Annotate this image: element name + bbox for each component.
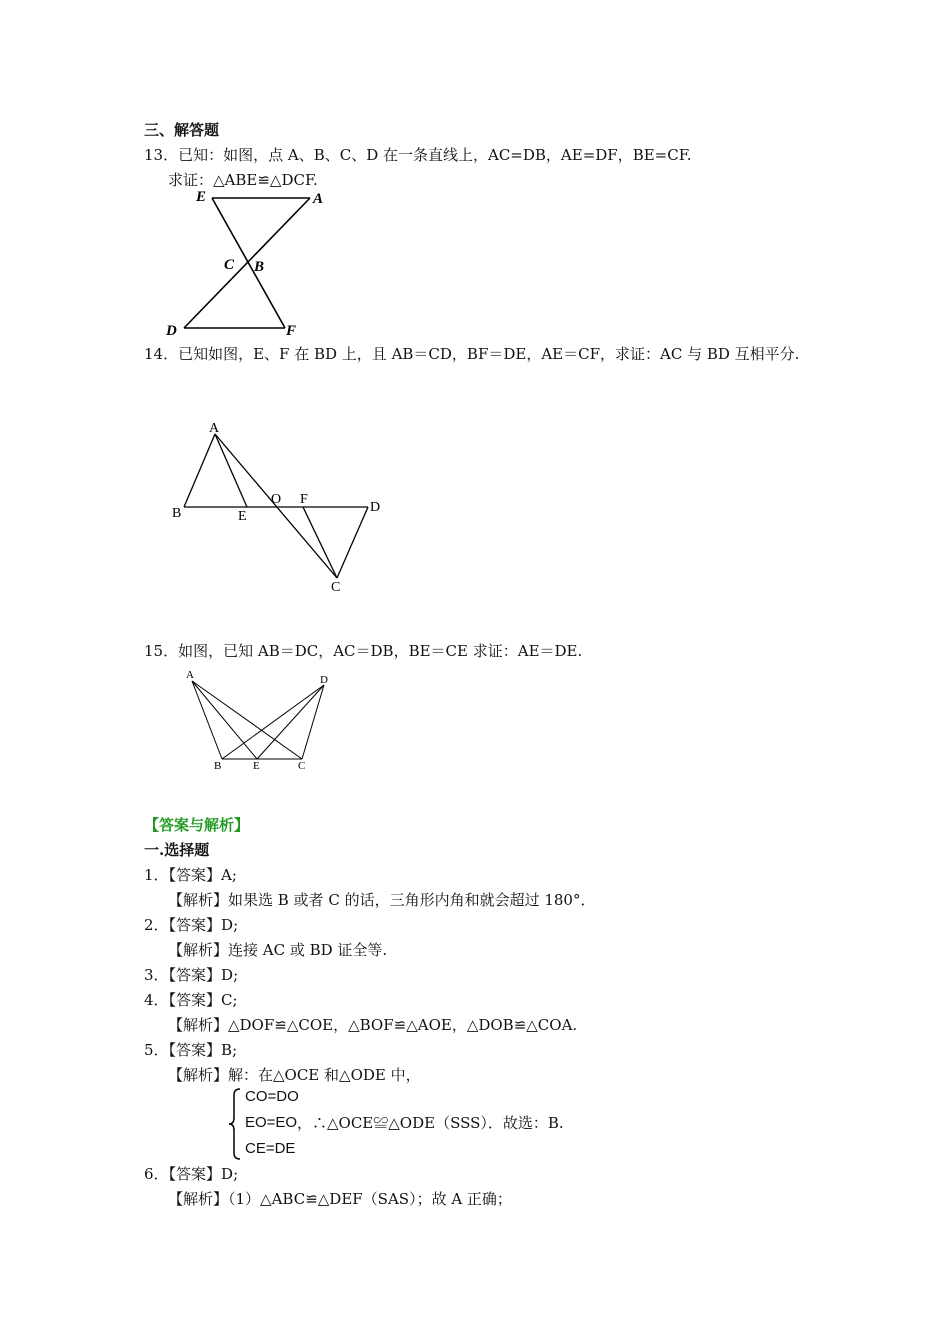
answer-2: 2．【答案】D; bbox=[144, 916, 239, 934]
label-C: C bbox=[224, 257, 235, 273]
equation-1: CO=DO bbox=[245, 1088, 299, 1105]
question-13-text: 13．已知：如图，点 A、B、C、D 在一条直线上，AC=DB，AE=DF，BE=CF. bbox=[144, 146, 692, 164]
answers-title: 【答案与解析】 bbox=[144, 816, 250, 834]
question-14-text: 14．已知如图，E、F 在 BD 上，且 AB＝CD，BF＝DE，AE＝CF，求证：AC 与 BD 互相平分. bbox=[144, 345, 800, 363]
label-E: E bbox=[196, 189, 207, 205]
label-F: F bbox=[286, 323, 297, 339]
answer-3: 3．【答案】D; bbox=[144, 966, 239, 984]
label-A: A bbox=[313, 191, 324, 207]
explanation-2: 【解析】连接 AC 或 BD 证全等. bbox=[168, 941, 388, 959]
label-D: D bbox=[370, 500, 381, 515]
answer-1: 1．【答案】A; bbox=[144, 866, 237, 884]
answer-4: 4．【答案】C; bbox=[144, 991, 238, 1009]
label-B: B bbox=[172, 506, 182, 521]
label-O: O bbox=[271, 492, 282, 507]
label-E: E bbox=[253, 760, 260, 772]
label-A: A bbox=[186, 669, 194, 681]
explanation-4: 【解析】△DOF≌△COE，△BOF≌△AOE，△DOB≌△COA. bbox=[168, 1016, 578, 1034]
equation-2: EO=EO bbox=[245, 1114, 298, 1131]
answer-5: 5．【答案】B; bbox=[144, 1041, 238, 1059]
figure-13 bbox=[160, 185, 324, 345]
label-D: D bbox=[320, 674, 328, 686]
label-C: C bbox=[298, 760, 306, 772]
section-heading: 三、解答题 bbox=[144, 121, 220, 139]
explanation-6: 【解析】（1）△ABC≌△DEF（SAS）；故 A 正确； bbox=[168, 1190, 512, 1208]
explanation-1: 【解析】如果选 B 或者 C 的话，三角形内角和就会超过 180°． bbox=[168, 891, 596, 909]
label-F: F bbox=[300, 492, 308, 507]
answer-6: 6．【答案】D; bbox=[144, 1165, 239, 1183]
label-A: A bbox=[209, 421, 220, 436]
label-B: B bbox=[254, 259, 265, 275]
label-E: E bbox=[238, 509, 247, 524]
figure-15 bbox=[180, 665, 340, 775]
question-13-prove: 求证：△ABE≌△DCF. bbox=[168, 171, 318, 189]
label-B: B bbox=[214, 760, 222, 772]
figure-14 bbox=[160, 410, 400, 600]
question-15-text: 15．如图，已知 AB＝DC，AC＝DB，BE＝CE 求证：AE＝DE. bbox=[144, 642, 583, 660]
answers-section-heading: 一.选择题 bbox=[144, 841, 210, 859]
equation-3: CE=DE bbox=[245, 1140, 296, 1157]
label-C: C bbox=[331, 580, 341, 595]
explanation-5: 【解析】解：在△OCE 和△ODE 中， bbox=[168, 1066, 421, 1084]
equation-2-conclusion: ，∴△OCE≌△ODE（SSS）．故选：B. bbox=[297, 1114, 564, 1132]
left-brace bbox=[228, 1087, 244, 1161]
label-D: D bbox=[166, 323, 177, 339]
